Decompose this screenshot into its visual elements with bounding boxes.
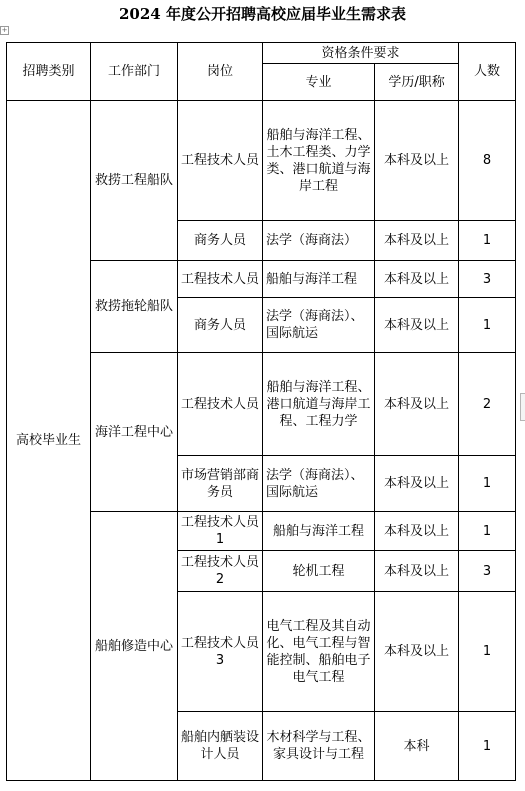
header-major: 专业 (263, 64, 375, 101)
position-cell: 工程技术人员 (178, 353, 263, 456)
count-cell: 1 (459, 221, 516, 261)
education-cell: 本科及以上 (375, 353, 459, 456)
header-department: 工作部门 (91, 43, 178, 101)
header-position: 岗位 (178, 43, 263, 101)
position-cell: 工程技术人员 3 (178, 592, 263, 712)
education-cell: 本科及以上 (375, 456, 459, 512)
side-scroll-tab[interactable] (520, 393, 525, 421)
major-cell: 法学（海商法）、国际航运 (263, 298, 375, 353)
category-cell: 高校毕业生 (7, 101, 91, 781)
position-cell: 工程技术人员 2 (178, 551, 263, 592)
position-cell: 工程技术人员 1 (178, 512, 263, 551)
department-cell: 救捞工程船队 (91, 101, 178, 261)
table-move-handle[interactable]: + (1, 26, 8, 34)
education-cell: 本科及以上 (375, 221, 459, 261)
count-cell: 3 (459, 551, 516, 592)
header-qualifications: 资格条件要求 (263, 43, 459, 64)
count-cell: 8 (459, 101, 516, 221)
count-cell: 1 (459, 592, 516, 712)
header-count: 人数 (459, 43, 516, 101)
education-cell: 本科及以上 (375, 101, 459, 221)
position-cell: 工程技术人员 (178, 261, 263, 298)
education-cell: 本科及以上 (375, 261, 459, 298)
major-cell: 木材科学与工程、家具设计与工程 (263, 712, 375, 781)
position-cell: 船舶内舾装设计人员 (178, 712, 263, 781)
count-cell: 1 (459, 512, 516, 551)
major-cell: 法学（海商法）、国际航运 (263, 456, 375, 512)
document-title: 2024 年度公开招聘高校应届毕业生需求表 (119, 5, 406, 23)
position-cell: 商务人员 (178, 298, 263, 353)
major-cell: 轮机工程 (263, 551, 375, 592)
major-cell: 船舶与海洋工程、土木工程类、力学类、港口航道与海岸工程 (263, 101, 375, 221)
major-cell: 船舶与海洋工程 (263, 512, 375, 551)
major-cell: 船舶与海洋工程 (263, 261, 375, 298)
position-cell: 工程技术人员 (178, 101, 263, 221)
department-cell: 船舶修造中心 (91, 512, 178, 781)
header-category: 招聘类别 (7, 43, 91, 101)
department-cell: 救捞拖轮船队 (91, 261, 178, 353)
count-cell: 1 (459, 298, 516, 353)
count-cell: 1 (459, 712, 516, 781)
major-cell: 法学（海商法） (263, 221, 375, 261)
count-cell: 2 (459, 353, 516, 456)
position-cell: 商务人员 (178, 221, 263, 261)
department-cell: 海洋工程中心 (91, 353, 178, 512)
education-cell: 本科 (375, 712, 459, 781)
recruitment-table (6, 42, 516, 781)
education-cell: 本科及以上 (375, 551, 459, 592)
count-cell: 1 (459, 456, 516, 512)
major-cell: 电气工程及其自动化、电气工程与智能控制、船舶电子电气工程 (263, 592, 375, 712)
count-cell: 3 (459, 261, 516, 298)
education-cell: 本科及以上 (375, 298, 459, 353)
header-education: 学历/职称 (375, 64, 459, 101)
table-row (7, 101, 516, 221)
education-cell: 本科及以上 (375, 592, 459, 712)
position-cell: 市场营销部商务员 (178, 456, 263, 512)
education-cell: 本科及以上 (375, 512, 459, 551)
major-cell: 船舶与海洋工程、港口航道与海岸工程、工程力学 (263, 353, 375, 456)
